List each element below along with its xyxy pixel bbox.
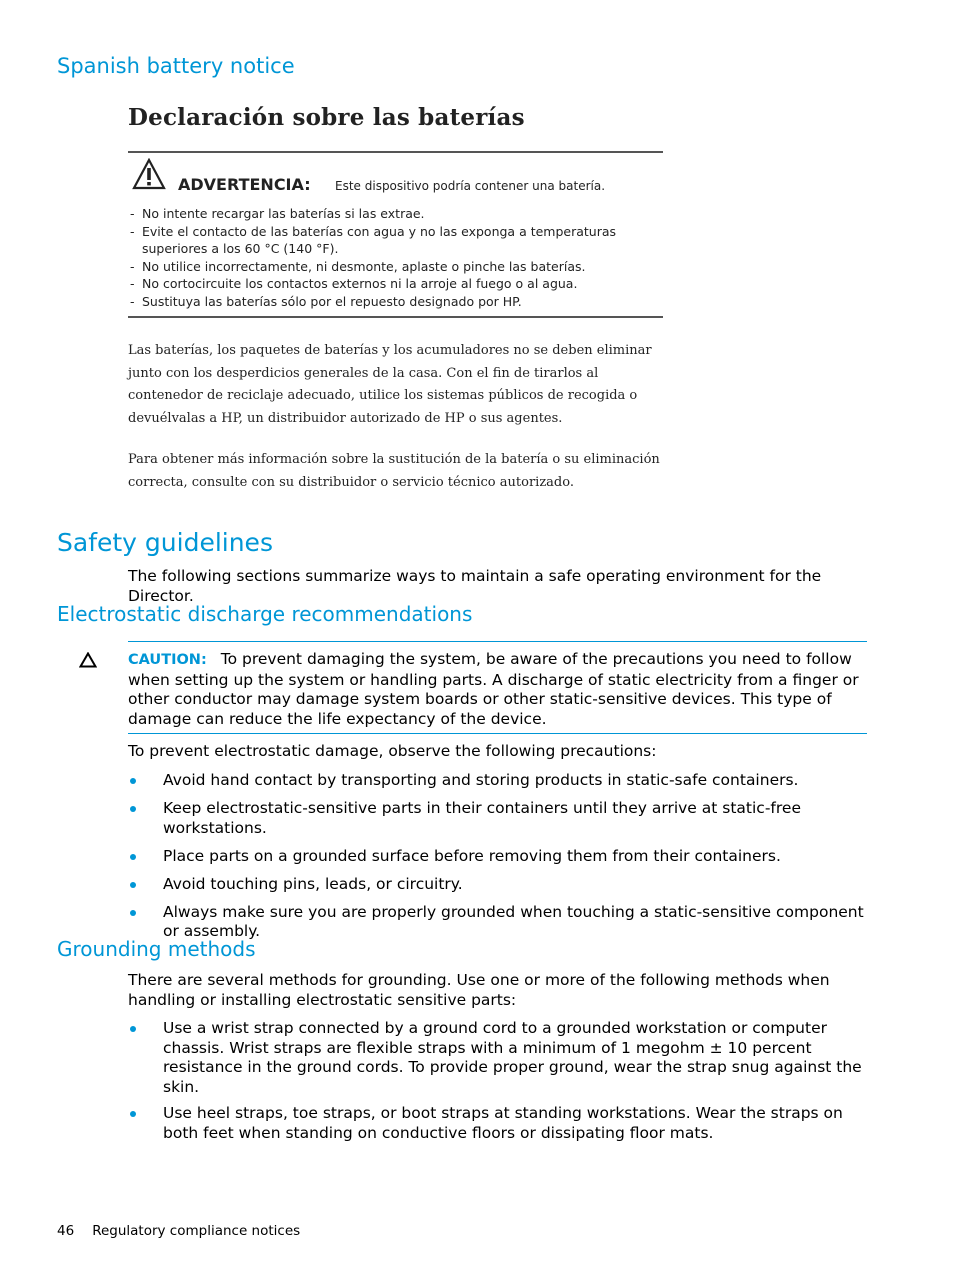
warning-label: ADVERTENCIA: <box>178 175 311 194</box>
list-item: - No intente recargar las baterías si las extrae. <box>128 205 668 223</box>
divider <box>128 151 663 153</box>
heading-safety-guidelines: Safety guidelines <box>57 528 273 557</box>
list-item-text: Keep electrostatic-sensitive parts in their containers until they arrive at static-free workstations. <box>163 799 801 837</box>
caution-label: CAUTION: <box>128 652 207 668</box>
spanish-notice-title: Declaración sobre las baterías <box>128 104 525 131</box>
grounding-methods-list <box>128 1019 873 1150</box>
list-item <box>128 799 873 838</box>
list-item <box>128 1019 873 1097</box>
caution-note <box>128 650 873 729</box>
bullet-dot-icon <box>130 854 136 860</box>
esd-precautions-list <box>128 771 873 950</box>
bullet-dot-icon <box>130 1026 136 1032</box>
warning-triangle-icon <box>132 158 166 190</box>
heading-grounding-methods: Grounding methods <box>57 937 256 961</box>
caution-top-rule <box>128 641 867 642</box>
heading-esd-recommendations: Electrostatic discharge recommendations <box>57 602 473 626</box>
list-item <box>128 847 873 867</box>
list-item-text: Avoid hand contact by transporting and storing products in static-safe containers. <box>163 771 799 789</box>
list-item <box>128 875 873 895</box>
bullet-dot-icon <box>130 778 136 784</box>
bullet-dot-icon <box>130 1111 136 1117</box>
list-item: - No cortocircuite los contactos externos ni la arroje al fuego o al agua. <box>128 275 668 293</box>
grounding-intro-paragraph: There are several methods for grounding. Use one or more of the following methods when handling or installing electrostatic sensitive parts: <box>128 971 830 1009</box>
list-item <box>128 1104 873 1143</box>
page-number: 46 <box>57 1223 75 1239</box>
caution-bottom-rule <box>128 733 867 734</box>
warning-text: Este dispositivo podría contener una batería. <box>335 179 606 193</box>
list-item-text: Place parts on a grounded surface before removing them from their containers. <box>163 846 781 865</box>
list-item-text: Use heel straps, toe straps, or boot straps at standing workstations. Wear the straps on both feet when standing on conductive floors or dissipating floor mats. <box>163 1104 843 1142</box>
bullet-dot-icon <box>130 882 136 888</box>
page-footer <box>57 1223 300 1239</box>
list-item: - Evite el contacto de las baterías con agua y no las exponga a temperaturas superiores a los 60 °C (140 °F). <box>128 223 668 258</box>
spanish-notice-list <box>128 205 668 310</box>
list-item-text: Avoid touching pins, leads, or circuitry. <box>163 874 463 893</box>
list-item-text: Use a wrist strap connected by a ground cord to a grounded workstation or computer chassis. Wrist straps are flexible straps with a minimum of 1 megohm ± 10 percent resistance in the ground cords. To provide proper ground, wear the strap snug against the skin. <box>163 1019 862 1096</box>
list-item <box>128 771 873 791</box>
caution-triangle-icon <box>79 652 97 668</box>
caution-text: To prevent damaging the system, be aware of the precautions you need to follow when setting up the system or handling parts. A discharge of static electricity from a finger or other conductor may damage system boards or other static-sensitive devices. This type of damage can reduce the life expectancy of the device. <box>128 650 859 728</box>
spanish-paragraph-disposal: Las baterías, los paquetes de baterías y los acumuladores no se deben eliminar junto con los desperdicios generales de la casa. Con el fin de tirarlos al contenedor de reciclaje adecuado, utilice los sistemas públicos de recogida o devuélvalas a HP, un distribuidor autorizado de HP o sus agentes. <box>128 343 652 426</box>
list-item: - No utilice incorrectamente, ni desmonte, aplaste o pinche las baterías. <box>128 258 668 276</box>
esd-intro-paragraph: To prevent electrostatic damage, observe the following precautions: <box>128 742 657 760</box>
list-item <box>128 903 873 942</box>
spanish-paragraph-info: Para obtener más información sobre la sustitución de la batería o su eliminación correcta, consulte con su distribuidor o servicio técnico autorizado. <box>128 452 660 490</box>
list-item-text: Always make sure you are properly grounded when touching a static-sensitive component or assembly. <box>163 902 864 940</box>
bullet-dot-icon <box>130 806 136 812</box>
footer-section-title: Regulatory compliance notices <box>92 1223 301 1239</box>
divider <box>128 316 663 318</box>
bullet-dot-icon <box>130 910 136 916</box>
heading-spanish-battery-notice: Spanish battery notice <box>57 54 295 78</box>
safety-intro-paragraph: The following sections summarize ways to maintain a safe operating environment for the Director. <box>128 567 822 605</box>
list-item: - Sustituya las baterías sólo por el repuesto designado por HP. <box>128 293 668 311</box>
